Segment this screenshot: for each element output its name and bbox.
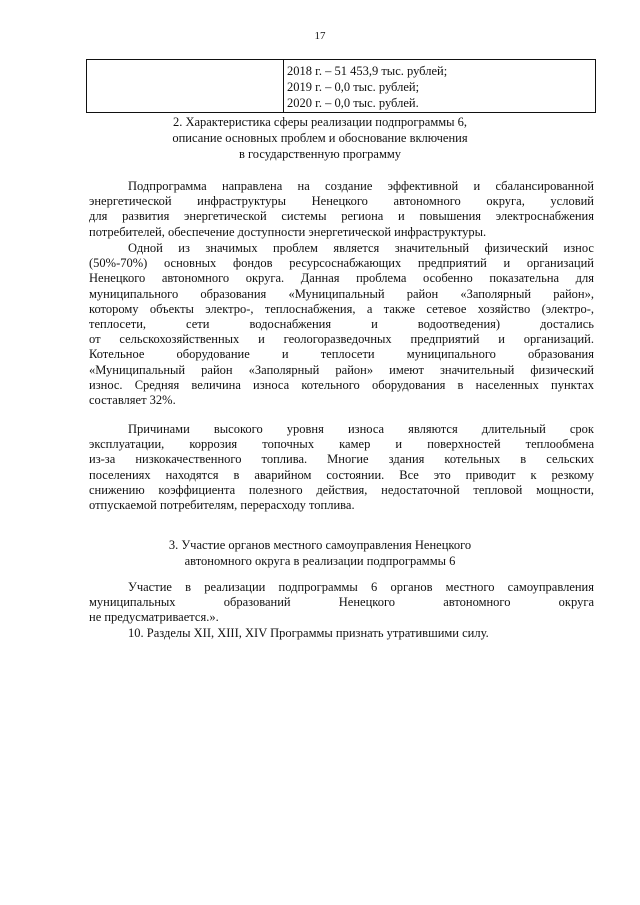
text-line: Причинами высокого уровня износа являются длительный срок [128,422,594,436]
text-line: Котельное оборудование и теплосети муниципального образования [89,347,594,362]
text-line: поселениях находятся в аварийном состоянии. Все это приводит к резкому [89,467,594,482]
text-line: муниципальных образований Ненецкого автономного округа [89,595,594,610]
section3-paragraph-1 [89,580,594,641]
page-number: 17 [314,30,326,42]
text-line: Участие в реализации подпрограммы 6 органов местного самоуправления [128,580,594,594]
text-line: Подпрограмма направлена на создание эффективной и сбалансированной [128,179,594,193]
budget-cell [287,63,447,111]
heading-line: описание основных проблем и обоснование включения [172,131,468,145]
text-line: износ. Средняя величина износа котельного оборудования в населенных пунктах [89,377,594,392]
text-line: снижению коэффициента полезного действия, недостаточной тепловой мощности, [89,482,594,497]
budget-line-2018: 2018 г. – 51 453,9 тыс. рублей; [287,64,448,78]
text-line: энергетической инфраструктуры Ненецкого автономного округа, условий [89,194,594,209]
text-line: которому объекты электро-, теплоснабжения, а также сетевое хозяйство (электро-, [89,301,594,316]
heading-line: в государственную программу [238,147,402,161]
table-column-divider [283,60,284,112]
section2-paragraph-2 [89,241,594,408]
text-line: (50%-70%) основных фондов ресурсоснабжающих предприятий и организаций [89,256,594,271]
text-line: эксплуатации, коррозия топочных камер и поверхностей теплообмена [89,437,594,452]
section2-heading [0,114,640,162]
budget-line-2019: 2019 г. – 0,0 тыс. рублей; [287,80,420,94]
item-10-text: 10. Разделы XII, XIII, XIV Программы признать утратившими силу. [128,625,489,640]
heading-line: автономного округа в реализации подпрограммы 6 [184,554,456,568]
text-line: потребителей, обеспечение доступности энергетической инфраструктуры. [89,224,487,239]
text-line: составляет 32%. [89,393,176,408]
heading-line: 2. Характеристика сферы реализации подпрограммы 6, [172,115,468,129]
section3-heading [0,537,640,569]
section2-paragraph-1 [89,179,594,240]
text-line: муниципального образования «Муниципальный район «Заполярный район», [89,286,594,301]
text-line: «Муниципальный район «Заполярный район» имеют значительный физический [89,362,594,377]
text-line: от сельскохозяйственных и геологоразведочных предприятий и организаций. [89,332,594,347]
text-line: отпускаемой потребителям, перерасходу топлива. [89,498,355,513]
budget-table [86,59,596,113]
budget-line-2020: 2020 г. – 0,0 тыс. рублей. [287,96,419,110]
heading-line: 3. Участие органов местного самоуправления Ненецкого [168,538,472,552]
section2-paragraph-3 [89,422,594,513]
text-line: для развития энергетической системы региона и повышения электроснабжения [89,209,594,224]
text-line: теплосети, сети водоснабжения и водоотведения) достались [89,317,594,332]
text-line: Одной из значимых проблем является значительный физический износ [128,241,594,255]
text-line: из-за низкокачественного топлива. Многие здания котельных в сельских [89,452,594,467]
text-line: Ненецкого автономного округа. Данная проблема особенно показательна для [89,271,594,286]
text-line: не предусматривается.». [89,610,219,625]
